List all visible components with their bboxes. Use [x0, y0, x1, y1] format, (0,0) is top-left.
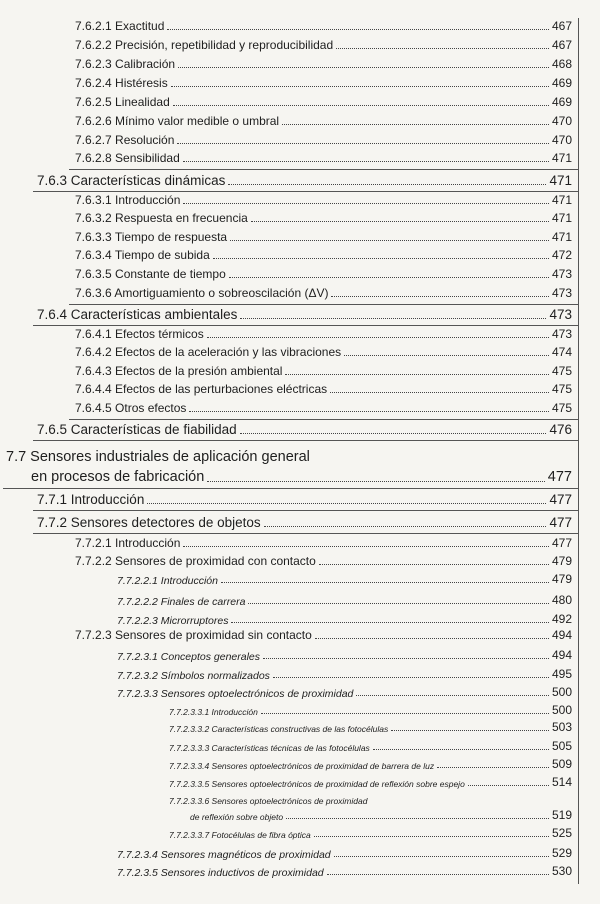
entry-page: 467 — [551, 38, 572, 52]
toc-entry — [117, 573, 572, 587]
entry-page: 505 — [551, 739, 572, 753]
entry-page: 468 — [551, 57, 572, 71]
entry-text: 7.7.2.3.4 Sensores magnéticos de proximidad — [117, 848, 331, 861]
dot-leader — [264, 526, 547, 527]
toc-entry — [117, 865, 572, 879]
dot-leader — [285, 374, 549, 375]
entry-text: 7.7.1 Introducción — [37, 492, 145, 507]
section-rule — [33, 533, 578, 534]
entry-page: 479 — [551, 572, 572, 586]
entry-text: 7.6.4.3 Efectos de la presión ambiental — [75, 364, 283, 378]
section-rule — [69, 304, 578, 305]
dot-leader — [319, 564, 549, 565]
dot-leader — [334, 856, 549, 857]
dot-leader — [336, 48, 549, 49]
dot-leader — [173, 105, 549, 106]
entry-text: 7.6.5 Características de fiabilidad — [37, 422, 237, 437]
entry-page: 519 — [551, 808, 572, 822]
toc-entry — [37, 173, 572, 189]
dot-leader — [273, 677, 549, 678]
dot-leader — [167, 29, 549, 30]
dot-leader — [189, 411, 549, 412]
entry-page: 471 — [551, 151, 572, 165]
entry-page: 469 — [551, 76, 572, 90]
section-rule — [69, 419, 578, 420]
entry-text: 7.6.4.2 Efectos de la aceleración y las vibraciones — [75, 345, 342, 359]
toc-entry — [75, 96, 572, 110]
entry-text: 7.6.4.4 Efectos de las perturbaciones eléctricas — [75, 382, 328, 396]
section-rule — [33, 440, 578, 441]
toc-entry — [37, 307, 572, 323]
toc-entry — [75, 402, 572, 416]
dot-leader — [261, 713, 549, 714]
toc-entry — [169, 827, 572, 841]
entry-page: 469 — [551, 95, 572, 109]
toc-entry — [75, 287, 572, 301]
toc-entry — [169, 776, 572, 790]
section-rule — [33, 191, 578, 192]
toc-entry — [37, 422, 572, 438]
chapter-title-line1: 7.7 Sensores industriales de aplicación general — [6, 449, 310, 465]
dot-leader — [183, 161, 549, 162]
entry-page: 492 — [551, 612, 572, 626]
dot-leader — [240, 318, 546, 319]
entry-text: 7.6.2.3 Calibración — [75, 57, 176, 71]
toc-entry — [75, 268, 572, 282]
entry-text: 7.6.3 Características dinámicas — [37, 173, 226, 188]
toc-entry — [75, 212, 572, 226]
entry-text: 7.7.2.3.3.7 Fotocélulas de fibra óptica — [169, 830, 311, 841]
entry-text: 7.6.4.1 Efectos térmicos — [75, 327, 204, 341]
dot-leader — [437, 767, 549, 768]
dot-leader — [231, 622, 549, 623]
entry-page: 470 — [551, 133, 572, 147]
entry-page: 500 — [551, 685, 572, 699]
entry-page: 477 — [549, 492, 572, 507]
entry-text: 7.7.2.3.3.1 Introducción — [169, 707, 258, 718]
dot-leader — [391, 730, 549, 731]
dot-leader — [251, 221, 549, 222]
entry-page: 471 — [551, 193, 572, 207]
entry-page: 475 — [551, 401, 572, 415]
entry-page: 475 — [551, 364, 572, 378]
dot-leader — [248, 603, 549, 604]
entry-page: 477 — [549, 515, 572, 530]
toc-entry — [169, 721, 572, 735]
entry-text: 7.7.2 Sensores detectores de objetos — [37, 515, 261, 530]
entry-text: de reflexión sobre objeto — [190, 812, 284, 823]
entry-text: 7.6.4 Características ambientales — [37, 307, 238, 322]
dot-leader — [286, 818, 549, 819]
toc-entry — [190, 809, 572, 823]
section-rule — [33, 325, 578, 326]
toc-entry — [75, 20, 572, 34]
dot-leader — [207, 481, 544, 482]
dot-leader — [240, 433, 547, 434]
dot-leader — [282, 124, 549, 125]
dot-leader — [183, 546, 549, 547]
dot-leader — [147, 503, 546, 504]
entry-page: 514 — [551, 775, 572, 789]
dot-leader — [229, 277, 549, 278]
dot-leader — [315, 638, 549, 639]
dot-leader — [263, 658, 549, 659]
dot-leader — [213, 258, 549, 259]
entry-page: 525 — [551, 826, 572, 840]
toc-entry — [75, 39, 572, 53]
dot-leader — [230, 240, 549, 241]
section-rule — [3, 488, 578, 489]
entry-page: 470 — [551, 114, 572, 128]
dot-leader — [327, 874, 549, 875]
entry-text: 7.7.2.3.3.5 Sensores optoelectrónicos de proximidad de reflexión sobre espejo — [169, 779, 465, 790]
section-rule — [69, 169, 578, 170]
toc-entry — [75, 555, 572, 569]
entry-page: 471 — [551, 211, 572, 225]
toc-entry — [117, 668, 572, 682]
entry-text: 7.6.3.5 Constante de tiempo — [75, 267, 226, 281]
entry-page: 476 — [549, 422, 572, 437]
entry-page: 473 — [551, 286, 572, 300]
entry-page: 530 — [551, 864, 572, 878]
dot-leader — [221, 582, 549, 583]
dot-leader — [330, 392, 549, 393]
entry-page: 480 — [551, 593, 572, 607]
entry-text: 7.7.2.3.3.3 Características técnicas de las fotocélulas — [169, 743, 370, 754]
entry-text: 7.6.2.8 Sensibilidad — [75, 151, 180, 165]
dot-leader — [356, 695, 549, 696]
toc-entry — [75, 194, 572, 208]
entry-page: 471 — [549, 173, 572, 188]
toc-entry — [75, 152, 572, 166]
entry-text: 7.7.2.3.2 Símbolos normalizados — [117, 669, 270, 682]
entry-text: 7.6.3.1 Introducción — [75, 193, 181, 207]
toc-entry — [169, 704, 572, 718]
entry-text: 7.7.2.2.2 Finales de carrera — [117, 595, 246, 608]
right-column-rule — [578, 18, 579, 884]
section-rule — [33, 510, 578, 511]
entry-page: 472 — [551, 248, 572, 262]
toc-entry — [117, 613, 572, 627]
dot-leader — [171, 86, 549, 87]
entry-page: 475 — [551, 382, 572, 396]
entry-text: 7.7.2.3.1 Conceptos generales — [117, 650, 261, 663]
toc-entry — [75, 58, 572, 72]
entry-text: 7.6.2.4 Histéresis — [75, 76, 168, 90]
dot-leader — [314, 836, 549, 837]
toc-entry — [37, 515, 572, 531]
entry-page: 479 — [551, 554, 572, 568]
toc-entry — [31, 469, 572, 486]
toc-entry — [117, 847, 572, 861]
toc-entry-line1: 7.7.2.3.3.6 Sensores optoelectrónicos de proximidad — [169, 796, 368, 806]
entry-page: 503 — [551, 720, 572, 734]
entry-text: 7.7.2.2 Sensores de proximidad con contacto — [75, 554, 316, 568]
entry-text: 7.6.2.2 Precisión, repetibilidad y reproducibilidad — [75, 38, 334, 52]
entry-page: 474 — [551, 345, 572, 359]
entry-page: 495 — [551, 667, 572, 681]
entry-text: 7.6.3.6 Amortiguamiento o sobreoscilación (ΔV) — [75, 286, 329, 300]
entry-text: 7.6.3.2 Respuesta en frecuencia — [75, 211, 248, 225]
entry-page: 467 — [551, 19, 572, 33]
toc-entry — [75, 115, 572, 129]
entry-page: 473 — [549, 307, 572, 322]
entry-page: 477 — [551, 536, 572, 550]
entry-text: 7.6.2.5 Linealidad — [75, 95, 170, 109]
entry-page: 471 — [551, 230, 572, 244]
entry-text: 7.6.4.5 Otros efectos — [75, 401, 187, 415]
entry-text: 7.7.2.3.5 Sensores inductivos de proximidad — [117, 866, 324, 879]
entry-text: 7.7.2.2.1 Introducción — [117, 574, 218, 587]
entry-text: 7.6.2.1 Exactitud — [75, 19, 165, 33]
toc-entry — [75, 365, 572, 379]
entry-text: 7.7.2.3.3.4 Sensores optoelectrónicos de proximidad de barrera de luz — [169, 761, 435, 772]
entry-text: 7.7.2.3.3 Sensores optoelectrónicos de proximidad — [117, 687, 354, 700]
toc-entry — [75, 383, 572, 397]
entry-page: 494 — [551, 628, 572, 642]
entry-text: en procesos de fabricación — [31, 469, 205, 485]
dot-leader — [183, 203, 549, 204]
entry-text: 7.7.2.2.3 Microrruptores — [117, 614, 229, 627]
dot-leader — [468, 785, 549, 786]
entry-text: 7.6.3.4 Tiempo de subida — [75, 248, 210, 262]
entry-text: 7.6.2.6 Mínimo valor medible o umbral — [75, 114, 280, 128]
toc-entry — [75, 249, 572, 263]
entry-text: 7.6.2.7 Resolución — [75, 133, 175, 147]
entry-text: 7.6.3.3 Tiempo de respuesta — [75, 230, 228, 244]
entry-page: 509 — [551, 757, 572, 771]
toc-entry — [75, 77, 572, 91]
dot-leader — [373, 749, 549, 750]
toc-entry — [75, 629, 572, 643]
toc-entry — [169, 758, 572, 772]
entry-page: 473 — [551, 327, 572, 341]
dot-leader — [178, 67, 549, 68]
toc-entry — [75, 537, 572, 551]
dot-leader — [177, 143, 549, 144]
dot-leader — [228, 184, 546, 185]
toc-entry — [117, 686, 572, 700]
entry-text: 7.7.2.3.3.2 Características constructivas de las fotocélulas — [169, 724, 389, 735]
entry-page: 477 — [547, 469, 572, 485]
toc-entry — [75, 346, 572, 360]
dot-leader — [207, 337, 549, 338]
toc-entry — [75, 328, 572, 342]
entry-text: 7.7.2.3 Sensores de proximidad sin contacto — [75, 628, 312, 642]
dot-leader — [344, 355, 549, 356]
toc-entry — [117, 594, 572, 608]
toc-entry — [75, 231, 572, 245]
toc-entry — [169, 740, 572, 754]
entry-text: 7.7.2.1 Introducción — [75, 536, 181, 550]
toc-entry — [75, 134, 572, 148]
entry-page: 500 — [551, 703, 572, 717]
toc-entry — [117, 649, 572, 663]
entry-page: 529 — [551, 846, 572, 860]
dot-leader — [331, 296, 548, 297]
entry-page: 473 — [551, 267, 572, 281]
toc-entry — [37, 492, 572, 508]
entry-page: 494 — [551, 648, 572, 662]
